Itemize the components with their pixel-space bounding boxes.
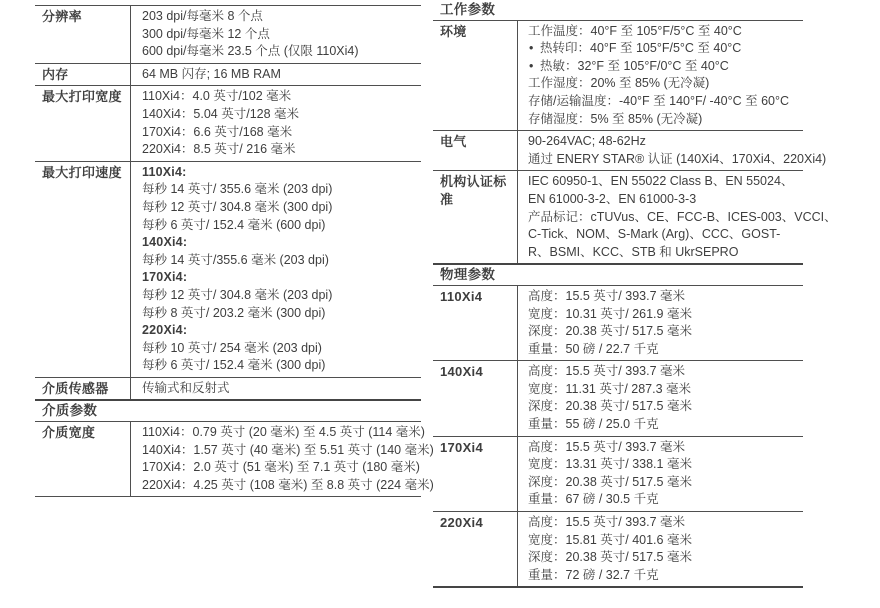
row-agency-approvals-line-3: C-Tick、NOM、S-Mark (Arg)、CCC、GOST- [528,227,781,242]
row-resolution-line-0: 203 dpi/每毫米 8 个点 [142,9,263,23]
row-max-print-width-label: 最大打印宽度 [42,89,122,105]
row-max-print-speed-label: 最大打印速度 [42,164,122,180]
row-media-width [35,421,434,497]
row-140xi4-line-3: 重量：55 磅 / 25.0 千克 [528,417,659,432]
row-media-width-label: 介质宽度 [42,425,96,441]
row-max-print-speed-line-5: 每秒 14 英寸/355.6 毫米 (203 dpi) [142,252,329,267]
row-memory-line-0: 64 MB 闪存; 16 MB RAM [142,66,281,81]
row-max-print-speed-line-11: 每秒 6 英寸/ 152.4 毫米 (300 dpi) [142,358,326,373]
row-electrical-line-1: 通过 ENERY STAR® 认证 (140Xi4、170Xi4、220Xi4) [528,151,827,166]
row-resolution-value [130,6,421,63]
row-170xi4-label: 170Xi4 [440,439,484,455]
row-media-sensors-label: 介质传感器 [42,380,109,396]
row-media-width-line-1: 140Xi4：1.57 英寸 (40 毫米) 至 5.51 英寸 (140 毫米) [142,442,434,457]
row-environment-line-1 [528,40,803,58]
row-media-width-line-3: 220Xi4：4.25 英寸 (108 毫米) 至 8.8 英寸 (224 毫米) [142,477,434,492]
row-max-print-width-line-2: 170Xi4：6.6 英寸/168 毫米 [142,124,293,139]
row-memory-label: 内存 [42,66,69,82]
row-max-print-width-value [130,86,421,160]
row-media-width-line-0: 110Xi4：0.79 英寸 (20 毫米) 至 4.5 英寸 (114 毫米) [142,425,425,440]
row-140xi4-line-2: 深度：20.38 英寸/ 517.5 毫米 [528,399,692,414]
spec-line-text: 热敏：32°F 至 105°F/0°C 至 40°C [540,58,729,73]
row-110xi4-line-3: 重量：50 磅 / 22.7 千克 [528,341,659,356]
row-max-print-width-line-3: 220Xi4：8.5 英寸/ 216 毫米 [142,142,296,157]
row-max-print-speed-line-0: 110Xi4: [142,164,187,179]
row-110xi4-line-2: 深度：20.38 英寸/ 517.5 毫米 [528,324,692,339]
row-max-print-width-line-1: 140Xi4：5.04 英寸/128 毫米 [142,106,300,121]
row-max-print-speed-line-9: 220Xi4: [142,323,188,338]
header-physical-specs: 物理参数 [433,263,803,285]
row-170xi4-value [517,437,803,511]
row-agency-approvals-line-2: 产品标记：cTUVus、CE、FCC-B、ICES-003、VCCI、 [528,209,837,224]
row-max-print-speed-line-8: 每秒 8 英寸/ 203.2 毫米 (300 dpi) [142,305,326,320]
row-environment [433,20,803,131]
row-memory [35,63,421,86]
row-max-print-speed-line-2: 每秒 12 英寸/ 304.8 毫米 (300 dpi) [142,199,333,214]
row-max-print-speed-line-6: 170Xi4: [142,270,188,285]
row-resolution-label: 分辨率 [42,9,82,24]
row-agency-approvals-label: 机构认证标准 [440,174,507,207]
row-110xi4-label: 110Xi4 [440,288,483,304]
row-agency-approvals-line-4: R、BSMI、KCC、STB 和 UkrSEPRO [528,244,739,259]
row-max-print-width [35,85,421,160]
row-max-print-speed [35,161,421,377]
row-environment-line-0: 工作温度：40°F 至 105°F/5°C 至 40°C [528,23,742,38]
row-110xi4-line-1: 宽度：10.31 英寸/ 261.9 毫米 [528,306,692,321]
row-220xi4-line-1: 宽度：15.81 英寸/ 401.6 毫米 [528,532,692,547]
row-memory-value [130,64,421,86]
row-170xi4-line-0: 高度：15.5 英寸/ 393.7 毫米 [528,439,686,454]
row-media-sensors [35,377,421,400]
row-agency-approvals-line-1: EN 61000-3-2、EN 61000-3-3 [528,191,697,206]
row-110xi4 [433,285,803,360]
row-environment-line-4: 存储/运输温度：-40°F 至 140°F/ -40°C 至 60°C [528,93,790,108]
row-140xi4 [433,360,803,435]
row-environment-label: 环境 [440,23,467,39]
row-electrical [433,130,827,170]
row-media-width-value [130,422,434,496]
row-electrical-line-0: 90-264VAC; 48-62Hz [528,134,646,149]
row-agency-approvals-value [517,171,837,263]
row-220xi4-label: 220Xi4 [440,515,484,531]
row-220xi4 [433,511,803,588]
row-electrical-value [517,131,827,170]
row-170xi4-line-1: 宽度：13.31 英寸/ 338.1 毫米 [528,457,692,472]
row-electrical-label: 电气 [440,134,467,150]
row-140xi4-label: 140Xi4 [440,364,484,380]
row-agency-approvals [433,170,837,263]
row-media-sensors-line-0: 传输式和反射式 [142,380,230,395]
row-140xi4-value [517,361,803,435]
row-220xi4-line-2: 深度：20.38 英寸/ 517.5 毫米 [528,550,692,565]
header-media-specs: 介质参数 [35,399,421,421]
row-environment-value [517,21,803,131]
row-max-print-speed-value [130,162,421,377]
row-170xi4-line-3: 重量：67 磅 / 30.5 千克 [528,492,659,507]
row-agency-approvals-line-0: IEC 60950-1、EN 55022 Class B、EN 55024、 [528,174,794,189]
row-170xi4 [433,436,803,511]
row-media-sensors-value [130,378,421,400]
right-spec-table [433,0,837,588]
row-140xi4-line-0: 高度：15.5 英寸/ 393.7 毫米 [528,364,686,379]
left-spec-table [35,0,434,497]
row-environment-line-2 [528,58,803,76]
row-220xi4-line-0: 高度：15.5 英寸/ 393.7 毫米 [528,515,686,530]
row-max-print-speed-line-7: 每秒 12 英寸/ 304.8 毫米 (203 dpi) [142,287,333,302]
row-resolution [35,5,421,63]
header-operating-specs: 工作参数 [440,2,496,17]
bullet-icon: • [529,58,534,73]
row-max-print-width-line-0: 110Xi4：4.0 英寸/102 毫米 [142,89,292,104]
row-environment-line-5: 存储湿度：5% 至 85% (无冷凝) [528,111,703,126]
bullet-icon: • [529,41,534,56]
spec-line-text: 热转印：40°F 至 105°F/5°C 至 40°C [540,41,742,56]
row-media-width-line-2: 170Xi4：2.0 英寸 (51 毫米) 至 7.1 英寸 (180 毫米) [142,460,420,475]
row-220xi4-value [517,512,803,586]
row-max-print-speed-line-3: 每秒 6 英寸/ 152.4 毫米 (600 dpi) [142,217,326,232]
row-220xi4-line-3: 重量：72 磅 / 32.7 千克 [528,567,659,582]
row-max-print-speed-line-1: 每秒 14 英寸/ 355.6 毫米 (203 dpi) [142,182,333,197]
row-resolution-line-2: 600 dpi/每毫米 23.5 个点 (仅限 110Xi4) [142,44,359,59]
row-max-print-speed-line-4: 140Xi4: [142,235,188,250]
row-140xi4-line-1: 宽度：11.31 英寸/ 287.3 毫米 [528,381,692,396]
row-170xi4-line-2: 深度：20.38 英寸/ 517.5 毫米 [528,474,692,489]
row-110xi4-line-0: 高度：15.5 英寸/ 393.7 毫米 [528,288,686,303]
row-max-print-speed-line-10: 每秒 10 英寸/ 254 毫米 (203 dpi) [142,340,322,355]
row-110xi4-value [517,286,803,360]
row-resolution-line-1: 300 dpi/每毫米 12 个点 [142,26,270,41]
row-environment-line-3: 工作湿度：20% 至 85% (无冷凝) [528,76,710,91]
